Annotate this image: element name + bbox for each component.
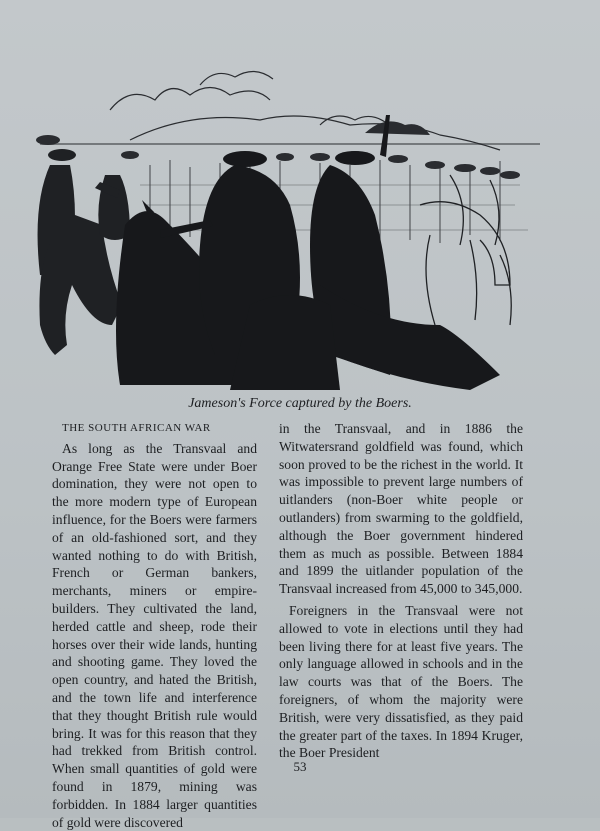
text-column-right <box>279 420 523 762</box>
paragraph: in the Transvaal, and in 1886 the Witwatersrand goldfield was found, which soon proved to be the richest in the world. It was impossible to prevent large numbers of uitlanders (non-Boer white people or outlanders) from swarming to the goldfield, although the Boer government hindered them as much as possible. Between 1884 and 1899 the uitlander population of the Transvaal increased from 45,000 to 345,000. <box>279 421 523 597</box>
figure-caption: Jameson's Force captured by the Boers. <box>188 396 412 411</box>
section-heading: THE SOUTH AFRICAN WAR <box>62 422 211 434</box>
paragraph: Foreigners in the Transvaal were not allowed to vote in elections until they had been living there for at least five years. The only language allowed in schools and in the law courts was that of the Boers. The foreigners, of whom the majority were British, were very dissatisfied, as they paid the greater part of the taxes. In 1894 Kruger, the Boer President <box>279 602 523 761</box>
paragraph: As long as the Transvaal and Orange Free State were under Boer domination, they were not open to the more modern type of European influence, for the Boers were farmers of an old-fashioned sort, and they wanted nothing to do with British, French or German bankers, merchants, miners or empire-builders. They cultivated the land, herded cattle and sheep, rode their horses over their wide lands, hunting and shooting game. They loved the open country, and hated the British, and the town life and interference that they thought British rule would bring. It was for this reason that they had trekked from British control. When small quantities of gold were found in 1879, mining was forbidden. In 1884 larger quantities of gold were discovered <box>52 440 257 830</box>
ink-illustration-boer-horsemen <box>20 55 540 390</box>
page-number: 53 <box>293 759 307 774</box>
